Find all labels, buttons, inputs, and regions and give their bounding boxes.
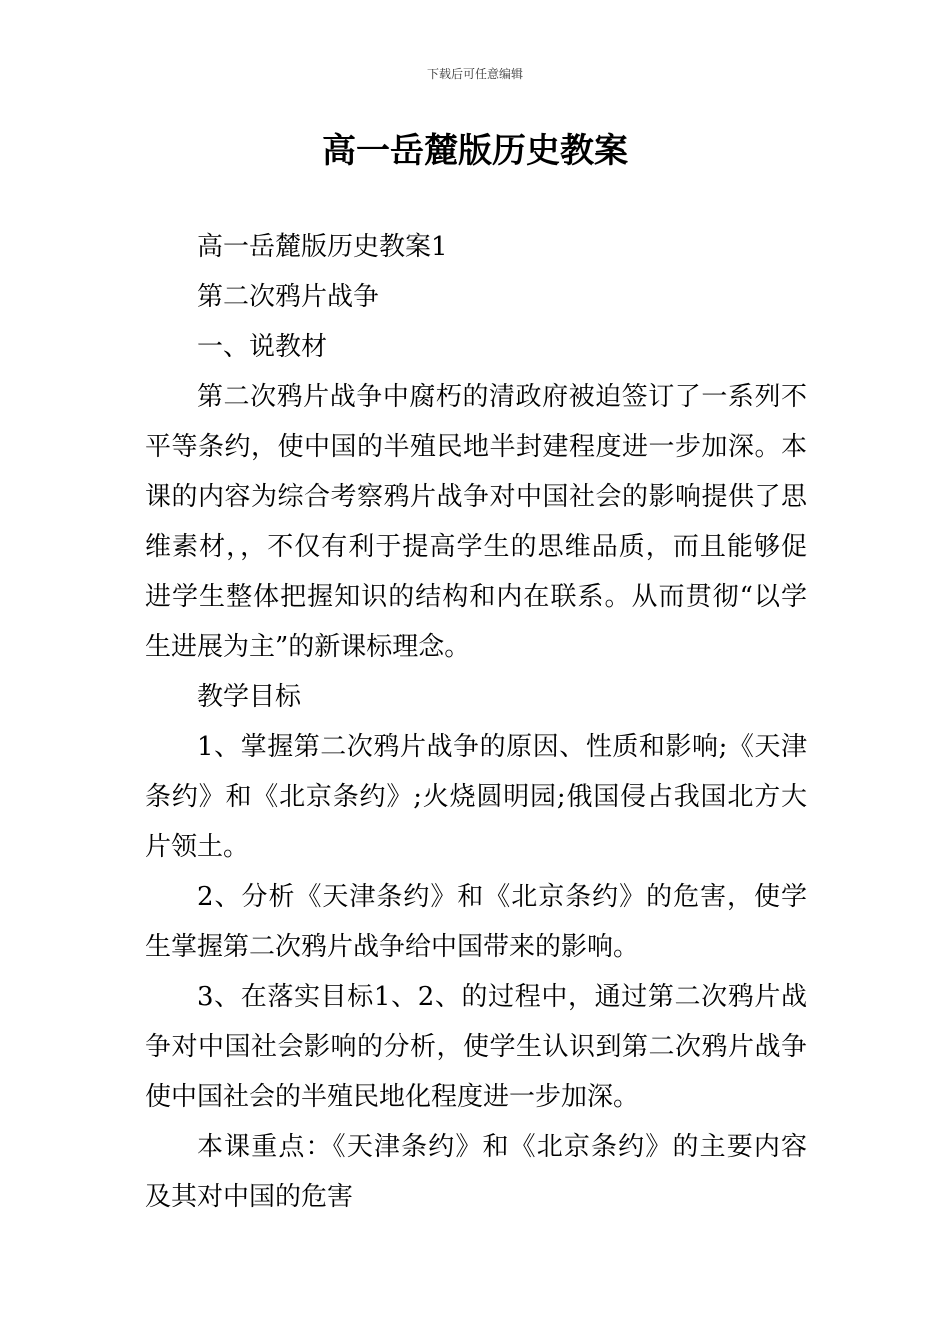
paragraph-objective-3: 3、在落实目标1、2、的过程中，通过第二次鸦片战争对中国社会影响的分析，使学生认识到第二次鸦片战争使中国社会的半殖民地化程度进一步加深。 [145, 982, 807, 1112]
paragraph-textbook-analysis: 第二次鸦片战争中腐朽的清政府被迫签订了一系列不平等条约，使中国的半殖民地半封建程度进一步加深。本课的内容为综合考察鸦片战争对中国社会的影响提供了思维素材，，不仅有利于提高学生的思维品质，而且能够促进学生整体把握知识的结构和内在联系。从而贯彻“以学生进展为主”的新课标理念。 [145, 382, 807, 662]
paragraph-objective-1: 1、掌握第二次鸦片战争的原因、性质和影响;《天津条约》和《北京条约》;火烧圆明园;俄国侵占我国北方大片领土。 [145, 732, 807, 862]
paragraph-section-heading: 一、说教材 [197, 332, 328, 362]
document-body [145, 222, 807, 1222]
paragraph-objective-2: 2、分析《天津条约》和《北京条约》的危害，使学生掌握第二次鸦片战争给中国带来的影响。 [145, 882, 807, 962]
paragraph-topic: 第二次鸦片战争 [197, 282, 380, 312]
paragraph-key-points: 本课重点：《天津条约》和《北京条约》的主要内容及其对中国的危害 [145, 1132, 807, 1212]
document-title: 高一岳麓版历史教案 [322, 131, 628, 171]
paragraph-objectives-heading: 教学目标 [197, 682, 302, 712]
paragraph-lesson-heading: 高一岳麓版历史教案1 [197, 232, 448, 262]
header-note: 下载后可任意编辑 [426, 67, 523, 81]
